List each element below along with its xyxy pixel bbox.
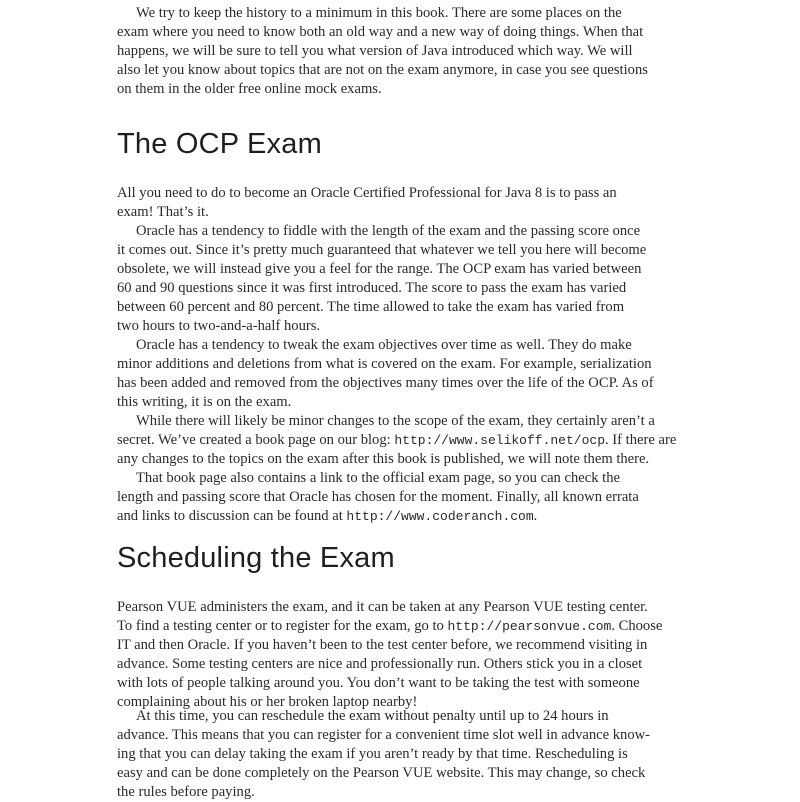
text-line: on them in the older free online mock exams. [117,81,382,97]
text-line: exam where you need to know both an old way and a new way of doing things. When that [117,24,644,40]
ocp-paragraph-4 [117,412,697,469]
text-line: All you need to do to become an Oracle Certified Professional for Java 8 is to pass an [117,185,617,201]
text-line: Oracle has a tendency to fiddle with the length of the exam and the passing score once [136,223,641,239]
ocp-paragraph-1 [117,184,697,222]
text-line: with lots of people talking around you. You don’t want to be taking the test with someone [117,675,640,691]
text-line: two hours to two-and-a-half hours. [117,318,321,334]
text-line: At this time, you can reschedule the exam without penalty until up to 24 hours in [136,708,609,724]
section-heading-ocp-exam: The OCP Exam [117,128,322,160]
text-line: minor additions and deletions from what is covered on the exam. For example, serialization [117,356,652,372]
pearsonvue-link[interactable]: http://pearsonvue.com [447,619,612,634]
text-line: between 60 percent and 80 percent. The time allowed to take the exam has varied from [117,299,625,315]
text-run: and links to discussion can be found at [117,508,347,524]
text-line: also let you know about topics that are not on the exam anymore, in case you see questions [117,62,648,78]
text-line: advance. This means that you can register for a convenient time slot well in advance know- [117,727,651,743]
ocp-paragraph-3 [117,336,697,412]
text-run: . Choose [611,618,663,634]
scheduling-paragraph-1 [117,598,697,712]
text-run: . If there are [605,432,677,448]
text-run: . [533,508,538,524]
text-line: has been added and removed from the objectives many times over the life of the OCP. As of [117,375,654,391]
text-line [117,507,697,526]
text-line: this writing, it is on the exam. [117,394,292,410]
coderanch-link[interactable]: http://www.coderanch.com [346,509,534,524]
selikoff-ocp-link[interactable]: http://www.selikoff.net/ocp [394,433,605,448]
text-line: We try to keep the history to a minimum in this book. There are some places on the [136,5,622,21]
text-line [117,617,697,636]
text-line: IT and then Oracle. If you haven’t been to the test center before, we recommend visiting in [117,637,648,653]
text-line: it comes out. Since it’s pretty much guaranteed that whatever we tell you here will become [117,242,647,258]
text-line: any changes to the topics on the exam after this book is published, we will note them there. [117,451,650,467]
ocp-paragraph-5 [117,469,697,526]
text-line: While there will likely be minor changes to the scope of the exam, they certainly aren’t a [136,413,655,429]
text-line: happens, we will be sure to tell you what version of Java introduced which way. We will [117,43,633,59]
text-line: 60 and 90 questions since it was first introduced. The score to pass the exam has varied [117,280,627,296]
text-line [117,431,697,450]
text-line: ing that you can delay taking the exam if you aren’t ready by that time. Rescheduling is [117,746,628,762]
text-line: length and passing score that Oracle has chosen for the moment. Finally, all known errata [117,489,639,505]
section-heading-scheduling: Scheduling the Exam [117,542,395,574]
text-line: obsolete, we will instead give you a feel for the range. The OCP exam has varied between [117,261,642,277]
ocp-paragraph-2 [117,222,697,336]
text-line: That book page also contains a link to the official exam page, so you can check the [136,470,621,486]
text-line: complaining about his or her broken laptop nearby! [117,694,418,710]
text-line: exam! That’s it. [117,204,209,220]
text-line: easy and can be done completely on the Pearson VUE website. This may change, so check [117,765,646,781]
text-line: Oracle has a tendency to tweak the exam objectives over time as well. They do make [136,337,632,353]
intro-paragraph [117,4,697,99]
scheduling-paragraph-2 [117,707,697,802]
text-line: advance. Some testing centers are nice and professionally run. Others stick you in a closet [117,656,643,672]
text-line: Pearson VUE administers the exam, and it can be taken at any Pearson VUE testing center. [117,599,648,615]
text-line: the rules before paying. [117,784,255,800]
text-run: To find a testing center or to register for the exam, go to [117,618,448,634]
text-run: secret. We’ve created a book page on our blog: [117,432,395,448]
